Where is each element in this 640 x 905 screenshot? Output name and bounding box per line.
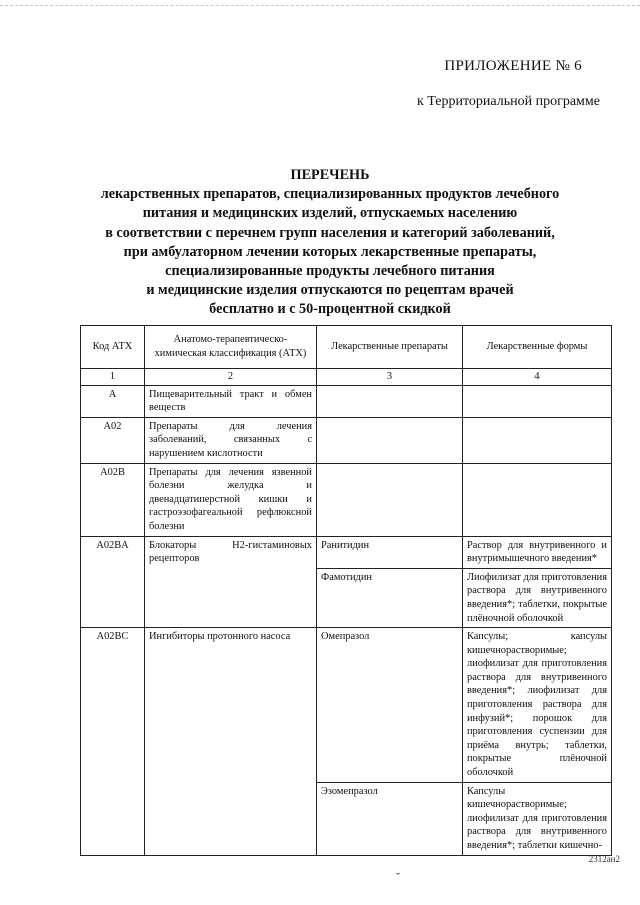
table-row xyxy=(81,417,612,463)
scan-edge-line xyxy=(0,5,640,8)
atc-classification: Препараты для лечения язвенной болезни желудка и двенадцатиперстной кишки и гастроэзофагеальной рефлюксной болезни xyxy=(145,463,317,536)
title-line: питания и медицинских изделий, отпускаемых населению xyxy=(142,205,518,222)
atc-classification: Препараты для лечения заболеваний, связанных с нарушением кислотности xyxy=(145,417,317,463)
col-header-drugs: Лекарственные препараты xyxy=(317,326,463,369)
column-number-row xyxy=(81,369,612,386)
table-row xyxy=(81,628,612,783)
drug-name xyxy=(317,385,463,417)
drug-name: Фамотидин xyxy=(317,568,463,627)
drug-name xyxy=(317,417,463,463)
drug-name: Ранитидин xyxy=(317,536,463,568)
table-row xyxy=(81,463,612,536)
appendix-reference: к Территориальной программе xyxy=(416,94,600,109)
page-mark: ˇ xyxy=(396,870,400,884)
atc-code: A02BC xyxy=(81,628,145,856)
title-line: при амбулаторном лечении которых лекарственные препараты, xyxy=(123,243,537,260)
column-number: 4 xyxy=(463,369,612,386)
drug-name: Омепразол xyxy=(317,628,463,783)
appendix-number: ПРИЛОЖЕНИЕ № 6 xyxy=(444,58,582,74)
dosage-forms xyxy=(463,385,612,417)
title-line: лекарственных препаратов, специализированных продуктов лечебного xyxy=(100,186,560,203)
column-number: 3 xyxy=(317,369,463,386)
title-line: и медицинские изделия отпускаются по рецептам врачей xyxy=(146,282,514,299)
drug-name xyxy=(317,463,463,536)
column-number: 2 xyxy=(145,369,317,386)
drug-name: Эзомепразол xyxy=(317,782,463,855)
document-code: 2312ан2 xyxy=(588,854,620,864)
atc-classification: Ингибиторы протонного насоса xyxy=(145,628,317,856)
column-number: 1 xyxy=(81,369,145,386)
dosage-forms xyxy=(463,417,612,463)
table-header-row xyxy=(81,326,612,369)
document-title xyxy=(60,166,600,320)
dosage-forms: Капсулы кишечнорастворимые; лиофилизат для приготовления раствора для внутривенного введения*; таблетки кишечно- xyxy=(463,782,612,855)
table-row xyxy=(81,385,612,417)
dosage-forms: Лиофилизат для приготовления раствора для внутривенного введения*; таблетки, покрытые плёночной оболочкой xyxy=(463,568,612,627)
dosage-forms xyxy=(463,463,612,536)
drug-list-table xyxy=(80,325,612,856)
atc-code: A02BA xyxy=(81,536,145,628)
atc-code: A02B xyxy=(81,463,145,536)
atc-classification: Пищеварительный тракт и обмен веществ xyxy=(145,385,317,417)
col-header-classification: Анатомо-терапевтическо-химическая классификация (АТХ) xyxy=(145,326,317,369)
atc-classification: Блокаторы H2-гистаминовых рецепторов xyxy=(145,536,317,628)
title-line: специализированные продукты лечебного питания xyxy=(165,263,495,280)
dosage-forms: Капсулы; капсулы кишечнорастворимые; лиофилизат для приготовления раствора для внутривенного введения*; лиофилизат для приготовления раствора для инфузий*; порошок для приготовления суспензии для приёма внутрь; таблетки, покрытые плёночной оболочкой xyxy=(463,628,612,783)
title-line: в соответствии с перечнем групп населения и категорий заболеваний, xyxy=(105,224,555,241)
atc-code: A02 xyxy=(81,417,145,463)
dosage-forms: Раствор для внутривенного и внутримышечного введения* xyxy=(463,536,612,568)
col-header-forms: Лекарственные формы xyxy=(463,326,612,369)
title-heading: ПЕРЕЧЕНЬ xyxy=(290,167,370,183)
atc-code: A xyxy=(81,385,145,417)
col-header-code: Код АТХ xyxy=(81,326,145,369)
title-line: бесплатно и с 50-процентной скидкой xyxy=(209,301,451,318)
table-row xyxy=(81,536,612,568)
